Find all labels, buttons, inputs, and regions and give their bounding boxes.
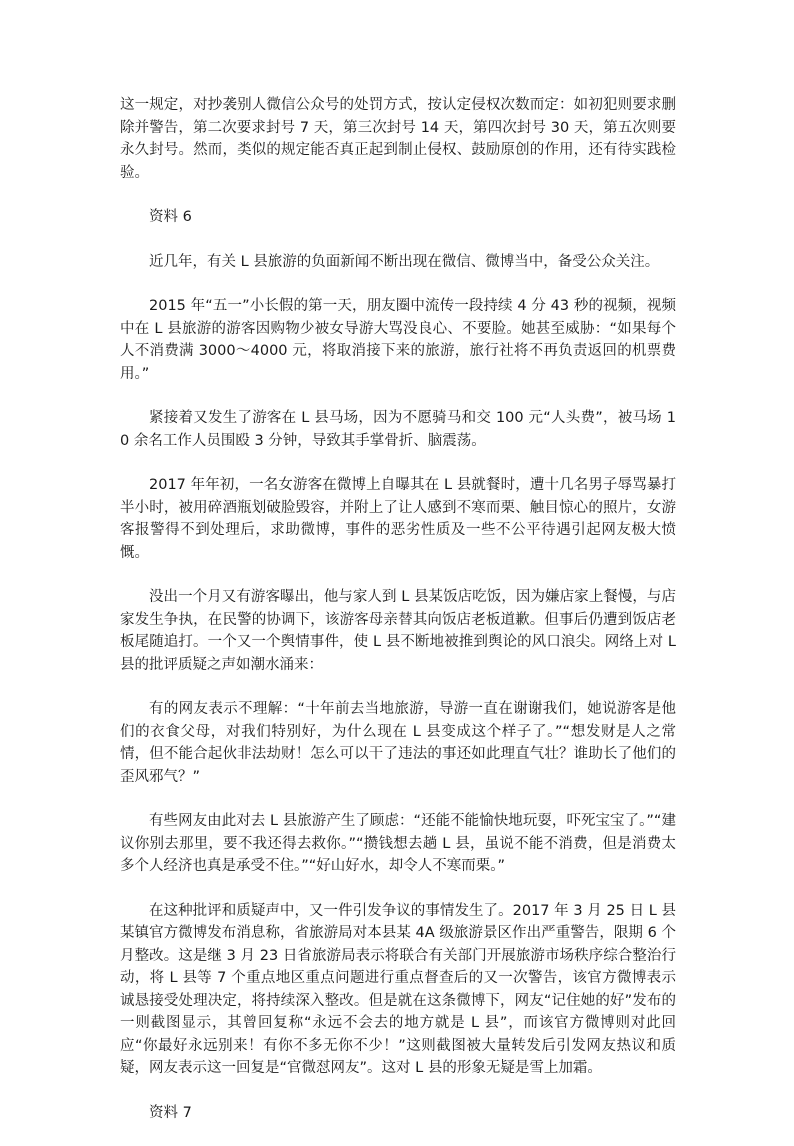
paragraph-netizen-confusion: 有的网友表示不理解：“十年前去当地旅游，导游一直在谢谢我们，她说游客是他们的衣食父母，对我们特别好，为什么现在 L 县变成这个样子了。”“想发财是人之常情，但不能合起伙非法劫财！怎么可以干了违法的事还如此理直气壮？谁助长了他们的歪风邪气？” <box>120 701 676 785</box>
paragraph-restaurant: 没出一个月又有游客曝出，他与家人到 L 县某饭店吃饭，因为嫌店家上餐慢，与店家发生争执，在民警的协调下，该游客母亲替其向饭店老板道歉。但事后仍遭到饭店老板尾随追打。一个又一个舆情事件，使 L 县不断地被推到舆论的风口浪尖。网络上对 L 县的批评质疑之声如潮水涌来： <box>120 589 676 673</box>
section-heading-material-6: 资料 6 <box>149 209 192 225</box>
document-body <box>120 94 676 1146</box>
paragraph-2017-incident: 2017 年年初，一名女游客在微博上自曝其在 L 县就餐时，遭十几名男子辱骂暴打半小时，被用碎酒瓶划破脸毁容，并附上了让人感到不寒而栗、触目惊心的照片，女游客报警得不到处理后，求助微博，事件的恶劣性质及一些不公平待遇引起网友极大愤慨。 <box>120 477 676 561</box>
paragraph-horse-farm: 紧接着又发生了游客在 L 县马场，因为不愿骑马和交 100 元“人头费”，被马场 10 余名工作人员围殴 3 分钟，导致其手掌骨折、脑震荡。 <box>120 410 676 449</box>
paragraph-intro: 近几年，有关 L 县旅游的负面新闻不断出现在微信、微博当中，备受公众关注。 <box>149 253 660 270</box>
paragraph-official-weibo: 在这种批评和质疑声中，又一件引发争议的事情发生了。2017 年 3 月 25 日 L 县某镇官方微博发布消息称，省旅游局对本县某 4A 级旅游景区作出严重警告，限期 6 个月整改。这是继 3 月 23 日省旅游局表示将联合有关部门开展旅游市场秩序综合整治行动，将 L 县等 7 个重点地区重点问题进行重点督查后的又一次警告，该官方微博表示诚恳接受处理决定，将持续深入整改。但是就在这条微博下，网友“记住她的好”发布的一则截图显示，其曾回复称“永远不会去的地方就是 L 县”，而该官方微博则对此回应“你最好永远别来！有你不多无你不少！”这则截图被大量转发后引发网友热议和质疑，网友表示这一回复是“官微怼网友”。这对 L 县的形象无疑是雪上加霜。 <box>120 902 676 1076</box>
paragraph-penalty-rule: 这一规定，对抄袭别人微信公众号的处罚方式，按认定侵权次数而定：如初犯则要求删除并警告，第二次要求封号 7 天，第三次封号 14 天，第四次封号 30 天，第五次则要永久封号。然而，类似的规定能否真正起到制止侵权、鼓励原创的作用，还有待实践检验。 <box>120 97 676 181</box>
paragraph-netizen-concerns: 有些网友由此对去 L 县旅游产生了顾虑：“还能不能愉快地玩耍，吓死宝宝了。”“建议你别去那里，要不我还得去救你。”“攒钱想去趟 L 县，虽说不能不消费，但是消费太多个人经济也真是承受不住。”“好山好水，却令人不寒而栗。” <box>120 813 676 874</box>
section-heading-material-7: 资料 7 <box>149 1104 192 1121</box>
paragraph-2015-video: 2015 年“五一”小长假的第一天，朋友圈中流传一段持续 4 分 43 秒的视频，视频中在 L 县旅游的游客因购物少被女导游大骂没良心、不要脸。她甚至威胁：“如果每个人不消费满 3000～4000 元，将取消接下来的旅游，旅行社将不再负责返回的机票费用。” <box>120 298 676 382</box>
